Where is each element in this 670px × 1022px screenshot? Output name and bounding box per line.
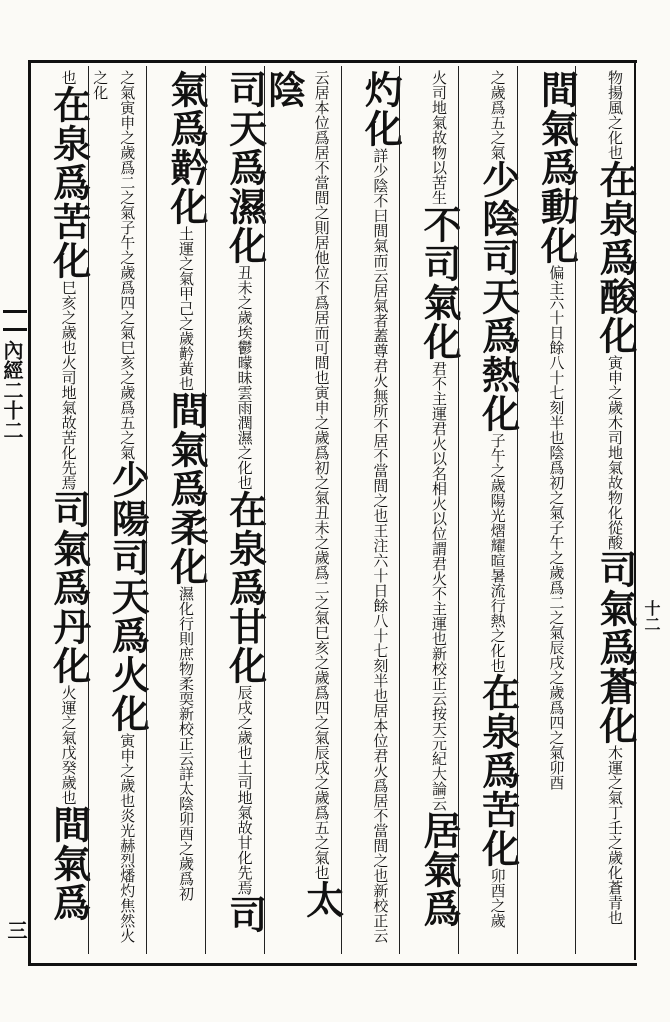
main-text: 在泉爲苦化 — [475, 673, 521, 868]
text-columns — [30, 66, 638, 954]
annotation-text: 偏主六十日餘八十七刻半也陰爲初之氣子午之歲爲二之氣辰戌之歲爲四之氣卯酉 — [547, 265, 566, 790]
folio-number: 三 — [4, 920, 28, 940]
text-column — [146, 66, 209, 954]
annotation-text: 新校正云 — [371, 883, 390, 943]
annotation-text: 云居本位爲居不當間之則居他位不爲居而可間也寅申之歲爲初之氣丑未之歲爲二之氣巳亥之歲爲四之氣辰戌之歲爲五之氣也 — [312, 70, 331, 880]
folio-label: 內經二十二 — [0, 340, 24, 440]
fold-rule-bottom — [3, 328, 27, 331]
annotation-text: 詳少陰不曰間氣而云居氣者蓋尊君火無所不居不當間之也王注六十日餘八十七刻半也居本位君火爲居不當間之也 — [371, 148, 390, 883]
main-text: 少陽司天爲火化 — [105, 460, 151, 733]
annotation-text: 也 — [59, 70, 78, 85]
text-column — [341, 66, 404, 954]
text-column — [517, 66, 580, 954]
annotation-text: 木運之氣丁壬之歲化蒼青也 — [606, 745, 624, 925]
annotation-text: 之歲爲五之氣 — [488, 70, 507, 160]
annotation-text: 之化也 — [606, 115, 624, 160]
annotation-text: 寅申之歲也炎光赫烈燔灼焦然火之化 — [91, 70, 137, 943]
main-text: 不司氣化 — [416, 205, 462, 361]
main-text: 司天爲濕化 — [222, 70, 268, 265]
main-text: 間氣爲 — [46, 805, 92, 922]
annotation-text: 火運之氣戊癸歲也 — [59, 685, 78, 805]
main-text: 在泉爲苦化 — [46, 85, 92, 280]
annotation-text: 卯酉之歲 — [488, 868, 507, 928]
main-text: 司 — [222, 895, 268, 934]
text-column — [399, 66, 462, 954]
fold-rule-top — [3, 310, 27, 313]
annotation-text: 土運之氣甲己之歲黅黃也 — [176, 226, 195, 391]
annotation-text: 寅申之歲木司地氣故物化從酸 — [606, 355, 624, 550]
annotation-text: 物揚風 — [606, 70, 624, 115]
text-column — [458, 66, 521, 954]
annotation-text: 君不主運君火以名相火以位謂君火不主運也 — [429, 361, 448, 646]
main-text: 太陰 — [261, 70, 345, 919]
annotation-text: 辰戌之歲也土司地氣故甘化先焉 — [235, 685, 254, 895]
annotation-text: 新校正云詳太陰卯酉之歲爲初 — [176, 706, 195, 901]
main-text: 在泉爲酸化 — [593, 160, 638, 355]
main-text: 在泉爲甘化 — [222, 490, 268, 685]
annotation-text: 新校正云按天元紀大論云 — [429, 646, 448, 811]
annotation-text: 巳亥之歲也火司地氣故苦化先焉 — [59, 280, 78, 490]
main-text: 間氣爲動化 — [534, 70, 580, 265]
main-text: 氣爲黅化 — [163, 70, 209, 226]
main-text: 間氣爲柔化 — [163, 391, 209, 586]
fold-margin — [0, 60, 28, 960]
text-column — [30, 66, 92, 954]
main-text: 少陰司天爲熱化 — [475, 160, 521, 433]
annotation-text: 火司地氣故物以苦生 — [429, 70, 448, 205]
annotation-text: 子午之歲陽光熠耀暄暑流行熱之化也 — [488, 433, 507, 673]
text-column — [575, 66, 638, 954]
main-text: 司氣爲蒼化 — [593, 550, 638, 745]
main-text: 灼化 — [358, 70, 404, 148]
text-column — [88, 66, 151, 954]
main-text: 司氣爲丹化 — [46, 490, 92, 685]
annotation-text: 濕化行則庶物柔耎 — [176, 586, 195, 706]
text-column — [205, 66, 268, 954]
annotation-text: 之氣寅申之歲爲二之氣子午之歲爲四之氣巳亥之歲爲五之氣 — [118, 70, 137, 460]
text-column — [261, 66, 345, 954]
annotation-text: 丑未之歲埃鬱曚昧雲雨潤濕之化也 — [235, 265, 254, 490]
page-marker: 十二 — [642, 600, 661, 632]
main-text: 居氣爲 — [416, 811, 462, 928]
